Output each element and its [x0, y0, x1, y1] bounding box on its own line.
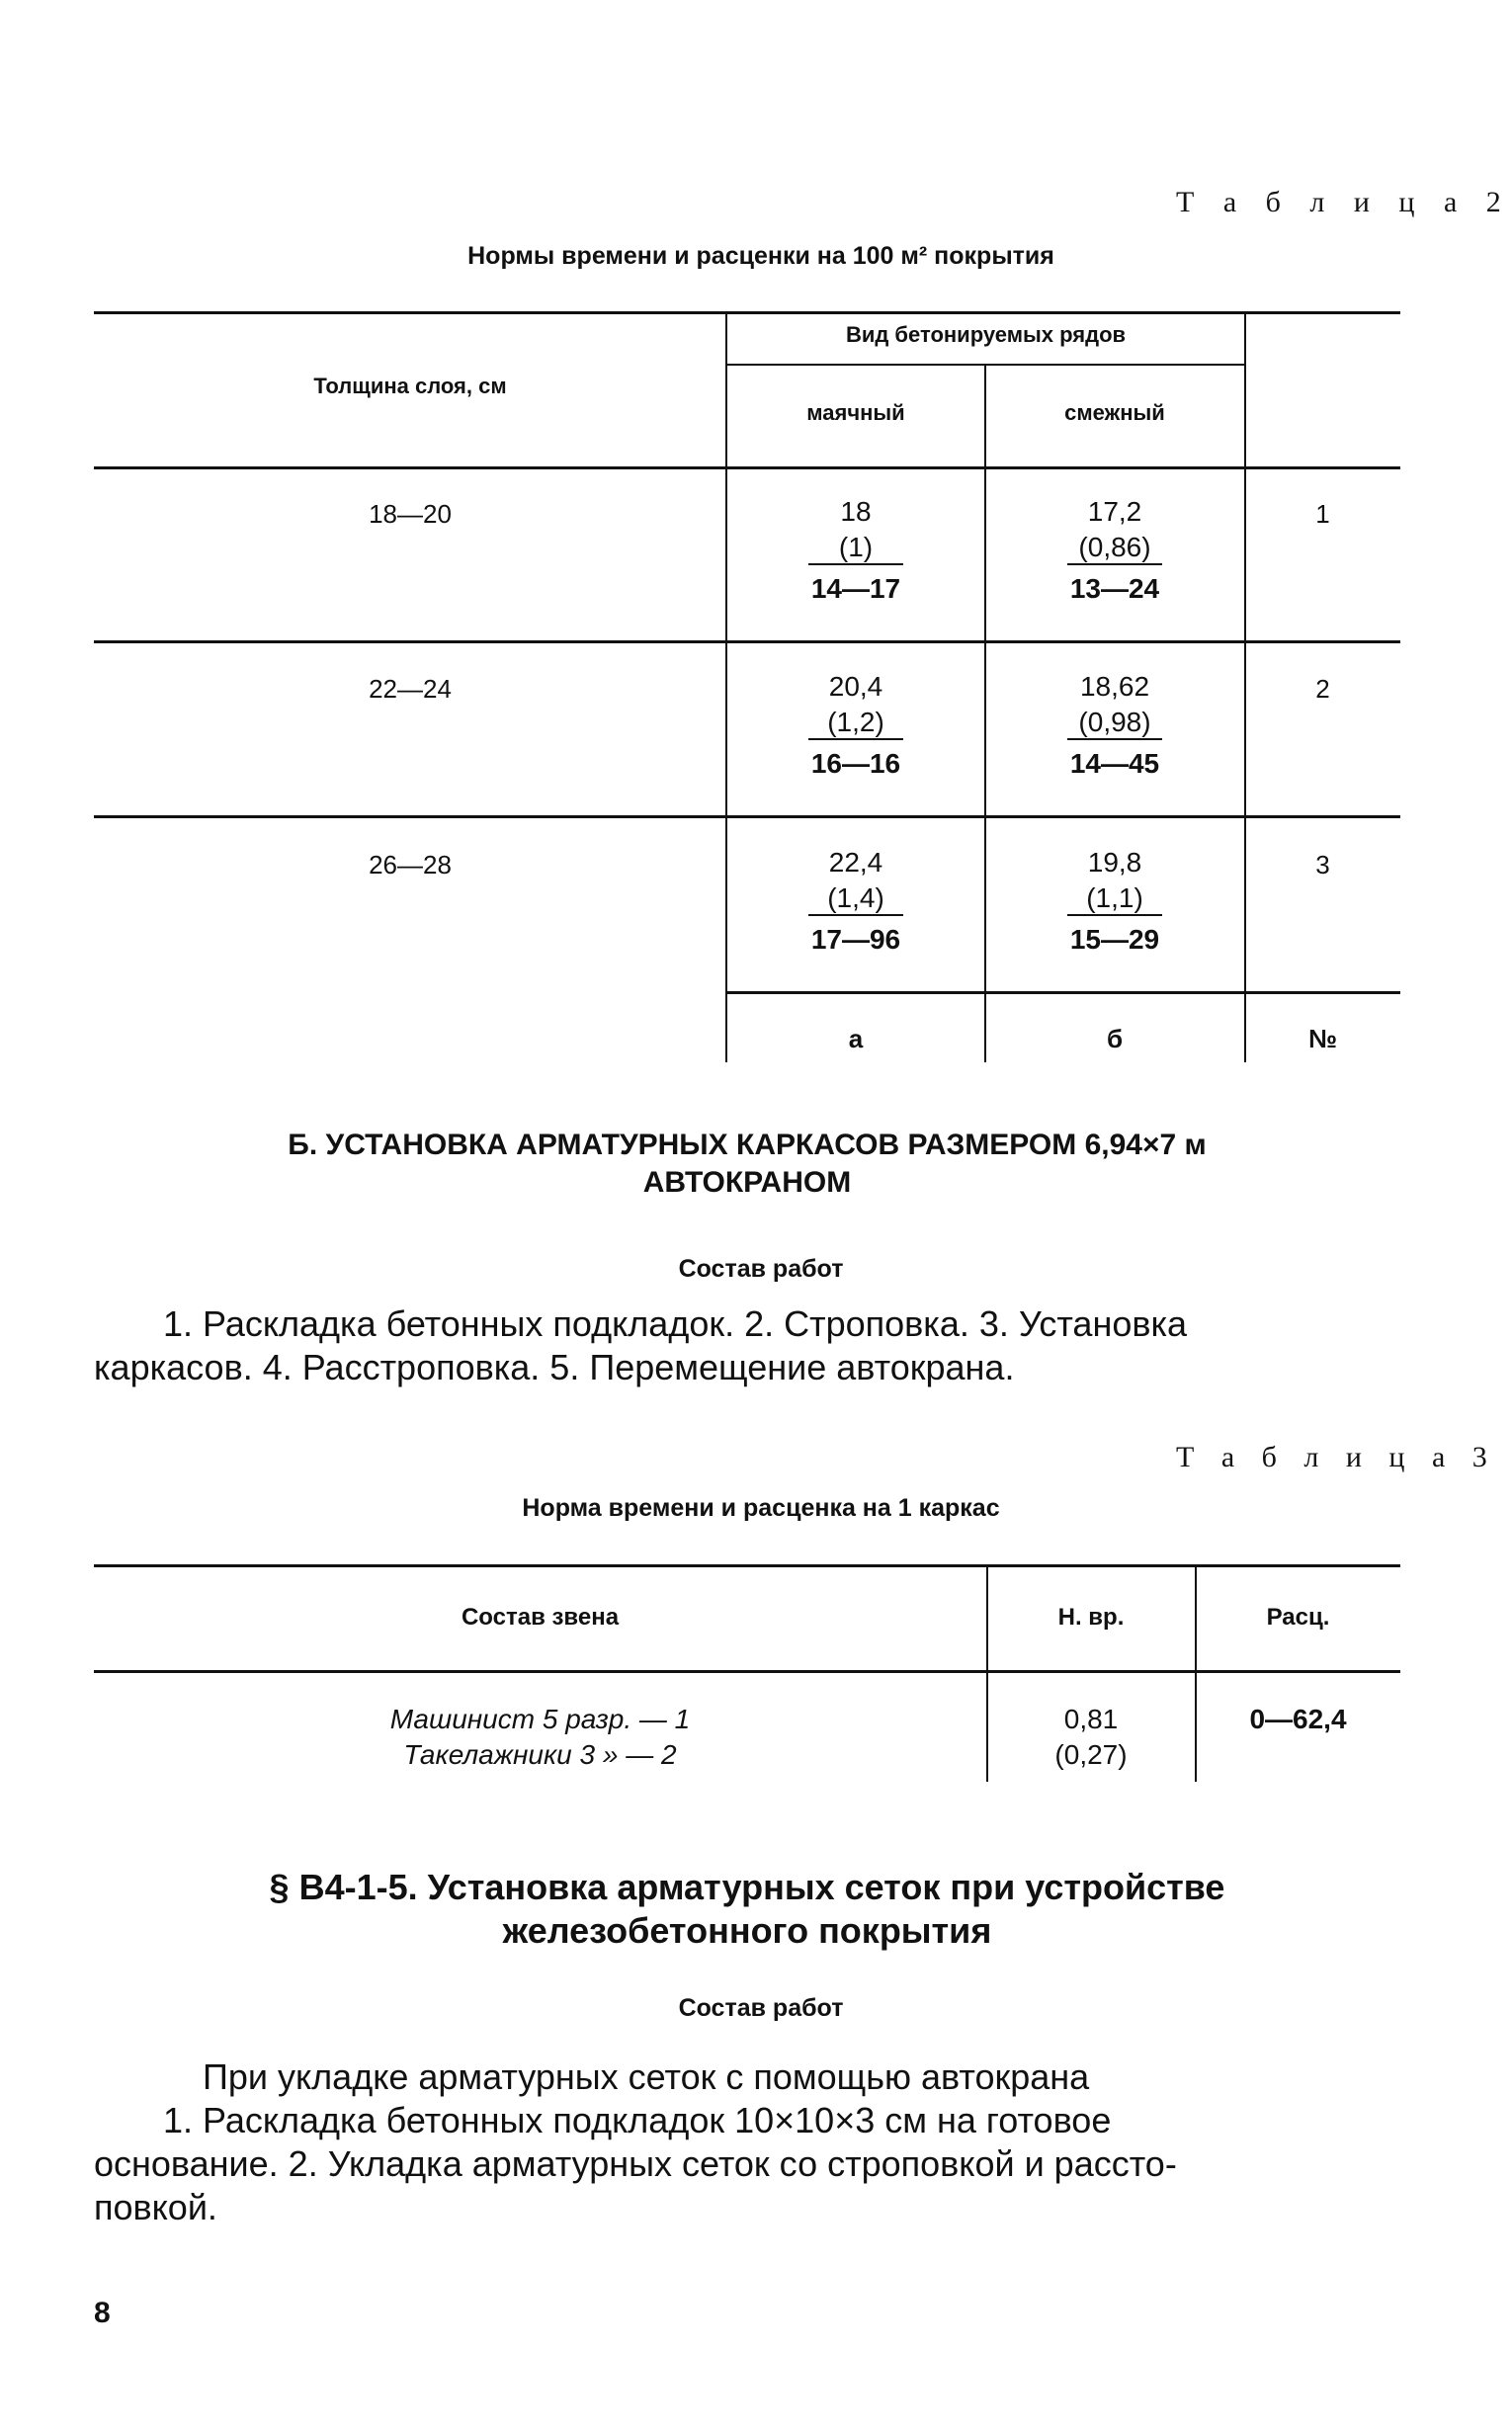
table2-title: Нормы времени и расценки на 100 м² покрытия: [467, 242, 1054, 270]
norm-paren: (0,98): [1078, 707, 1151, 737]
table2-head-rule: [94, 466, 1400, 469]
table3-caption: Т а б л и ц а 3: [1176, 1441, 1497, 1473]
fraction-bar: [808, 738, 903, 740]
paragraph-line: 1. Раскладка бетонных подкладок 10×10×3 см на готовое: [163, 2100, 1112, 2140]
rate-value: 13—24: [1069, 573, 1160, 604]
fraction-bar: [808, 563, 903, 565]
crew-line: Такелажники 3 » — 2: [403, 1739, 677, 1770]
paragraph-line: 1. Раскладка бетонных подкладок. 2. Строповка. 3. Установка: [163, 1303, 1188, 1344]
fraction-bar: [1067, 563, 1162, 565]
rate-value: 15—29: [1069, 924, 1160, 955]
table2-header-b: смежный: [1064, 400, 1165, 425]
section-b-heading-line: Б. УСТАНОВКА АРМАТУРНЫХ КАРКАСОВ РАЗМЕРОМ 6,94×7 м: [288, 1129, 1207, 1161]
rate-value: 17—96: [810, 924, 901, 955]
section-4-heading-line: железобетонного покрытия: [502, 1910, 992, 1951]
table2-thickness: 22—24: [369, 674, 452, 704]
paragraph-line: При укладке арматурных сеток с помощью автокрана: [203, 2056, 1090, 2097]
table2-cell-a: [726, 845, 985, 958]
table2-cell-b: [985, 669, 1244, 782]
table2-row-no: 3: [1315, 850, 1330, 880]
page-number: 8: [94, 2297, 111, 2329]
fraction-bar: [1067, 914, 1162, 916]
norm-paren: (0,27): [1054, 1739, 1128, 1770]
table2-footer-a: а: [848, 1024, 864, 1053]
section-b-heading-line: АВТОКРАНОМ: [642, 1166, 852, 1199]
table2-cell-a: [726, 494, 985, 607]
table3-header-rate: Расц.: [1266, 1604, 1330, 1631]
table2-footer-no: №: [1308, 1024, 1337, 1053]
norm-paren: (1,4): [827, 882, 884, 913]
rate-value: 14—17: [810, 573, 901, 604]
crew-line: Машинист 5 разр. — 1: [389, 1704, 691, 1734]
norm-value: 0,81: [1063, 1704, 1119, 1734]
section-b-text: [94, 1302, 1400, 1389]
section-b-heading: [94, 1127, 1400, 1202]
table3-norm: [987, 1702, 1195, 1773]
section-4-heading-line: § В4-1-5. Установка арматурных сеток при устройстве: [269, 1867, 1225, 1907]
table2-cell-a: [726, 669, 985, 782]
norm-value: 18,62: [1079, 671, 1150, 702]
table3-crew: [94, 1702, 986, 1773]
section-b-subheading: Состав работ: [678, 1255, 844, 1283]
table2-cell-b: [985, 845, 1244, 958]
table3-rate: 0—62,4: [1249, 1704, 1347, 1734]
rate-value: 14—45: [1069, 748, 1160, 779]
table3-header-norm: Н. вр.: [1057, 1604, 1125, 1631]
table2-cell-b: [985, 494, 1244, 607]
norm-paren: (0,86): [1078, 532, 1151, 562]
norm-value: 22,4: [828, 847, 883, 878]
paragraph-line: каркасов. 4. Расстроповка. 5. Перемещение автокрана.: [94, 1347, 1015, 1387]
norm-paren: (1,1): [1086, 882, 1143, 913]
table2-foot-rule: [726, 991, 1400, 994]
paragraph-line: основание. 2. Укладка арматурных сеток со строповкой и рассто-: [94, 2143, 1177, 2184]
table2-footer-b: б: [1106, 1024, 1124, 1053]
table2-row-no: 1: [1315, 499, 1330, 529]
norm-value: 20,4: [828, 671, 883, 702]
table2-row-no: 2: [1315, 674, 1330, 704]
table2-thickness: 18—20: [369, 499, 452, 529]
table2-row-rule: [94, 640, 1400, 643]
table3-header-crew: Состав звена: [461, 1604, 620, 1631]
paragraph-line: повкой.: [94, 2187, 217, 2227]
section-4-heading: [94, 1866, 1400, 1953]
section-4-subheading: Состав работ: [678, 1994, 844, 2022]
table2-top-rule: [94, 311, 1400, 314]
rate-value: 16—16: [810, 748, 901, 779]
table2-thickness: 26—28: [369, 850, 452, 880]
table2-header-a: маячный: [806, 400, 905, 425]
table3-col-rule: [1195, 1564, 1197, 1782]
table3-title: Норма времени и расценка на 1 каркас: [522, 1494, 1000, 1522]
table3-top-rule: [94, 1564, 1400, 1567]
table2-header-thickness: Толщина слоя, см: [313, 374, 507, 398]
fraction-bar: [1067, 738, 1162, 740]
norm-value: 17,2: [1087, 496, 1142, 527]
norm-value: 18: [840, 496, 872, 527]
norm-paren: (1): [838, 532, 874, 562]
fraction-bar: [808, 914, 903, 916]
section-4-text: [94, 2055, 1400, 2229]
norm-value: 19,8: [1087, 847, 1142, 878]
table2-row-rule: [94, 815, 1400, 818]
table2-caption: Т а б л и ц а 2: [1176, 186, 1512, 218]
table3-head-rule: [94, 1670, 1400, 1673]
table2-header-group: Вид бетонируемых рядов: [845, 322, 1127, 347]
norm-paren: (1,2): [827, 707, 884, 737]
